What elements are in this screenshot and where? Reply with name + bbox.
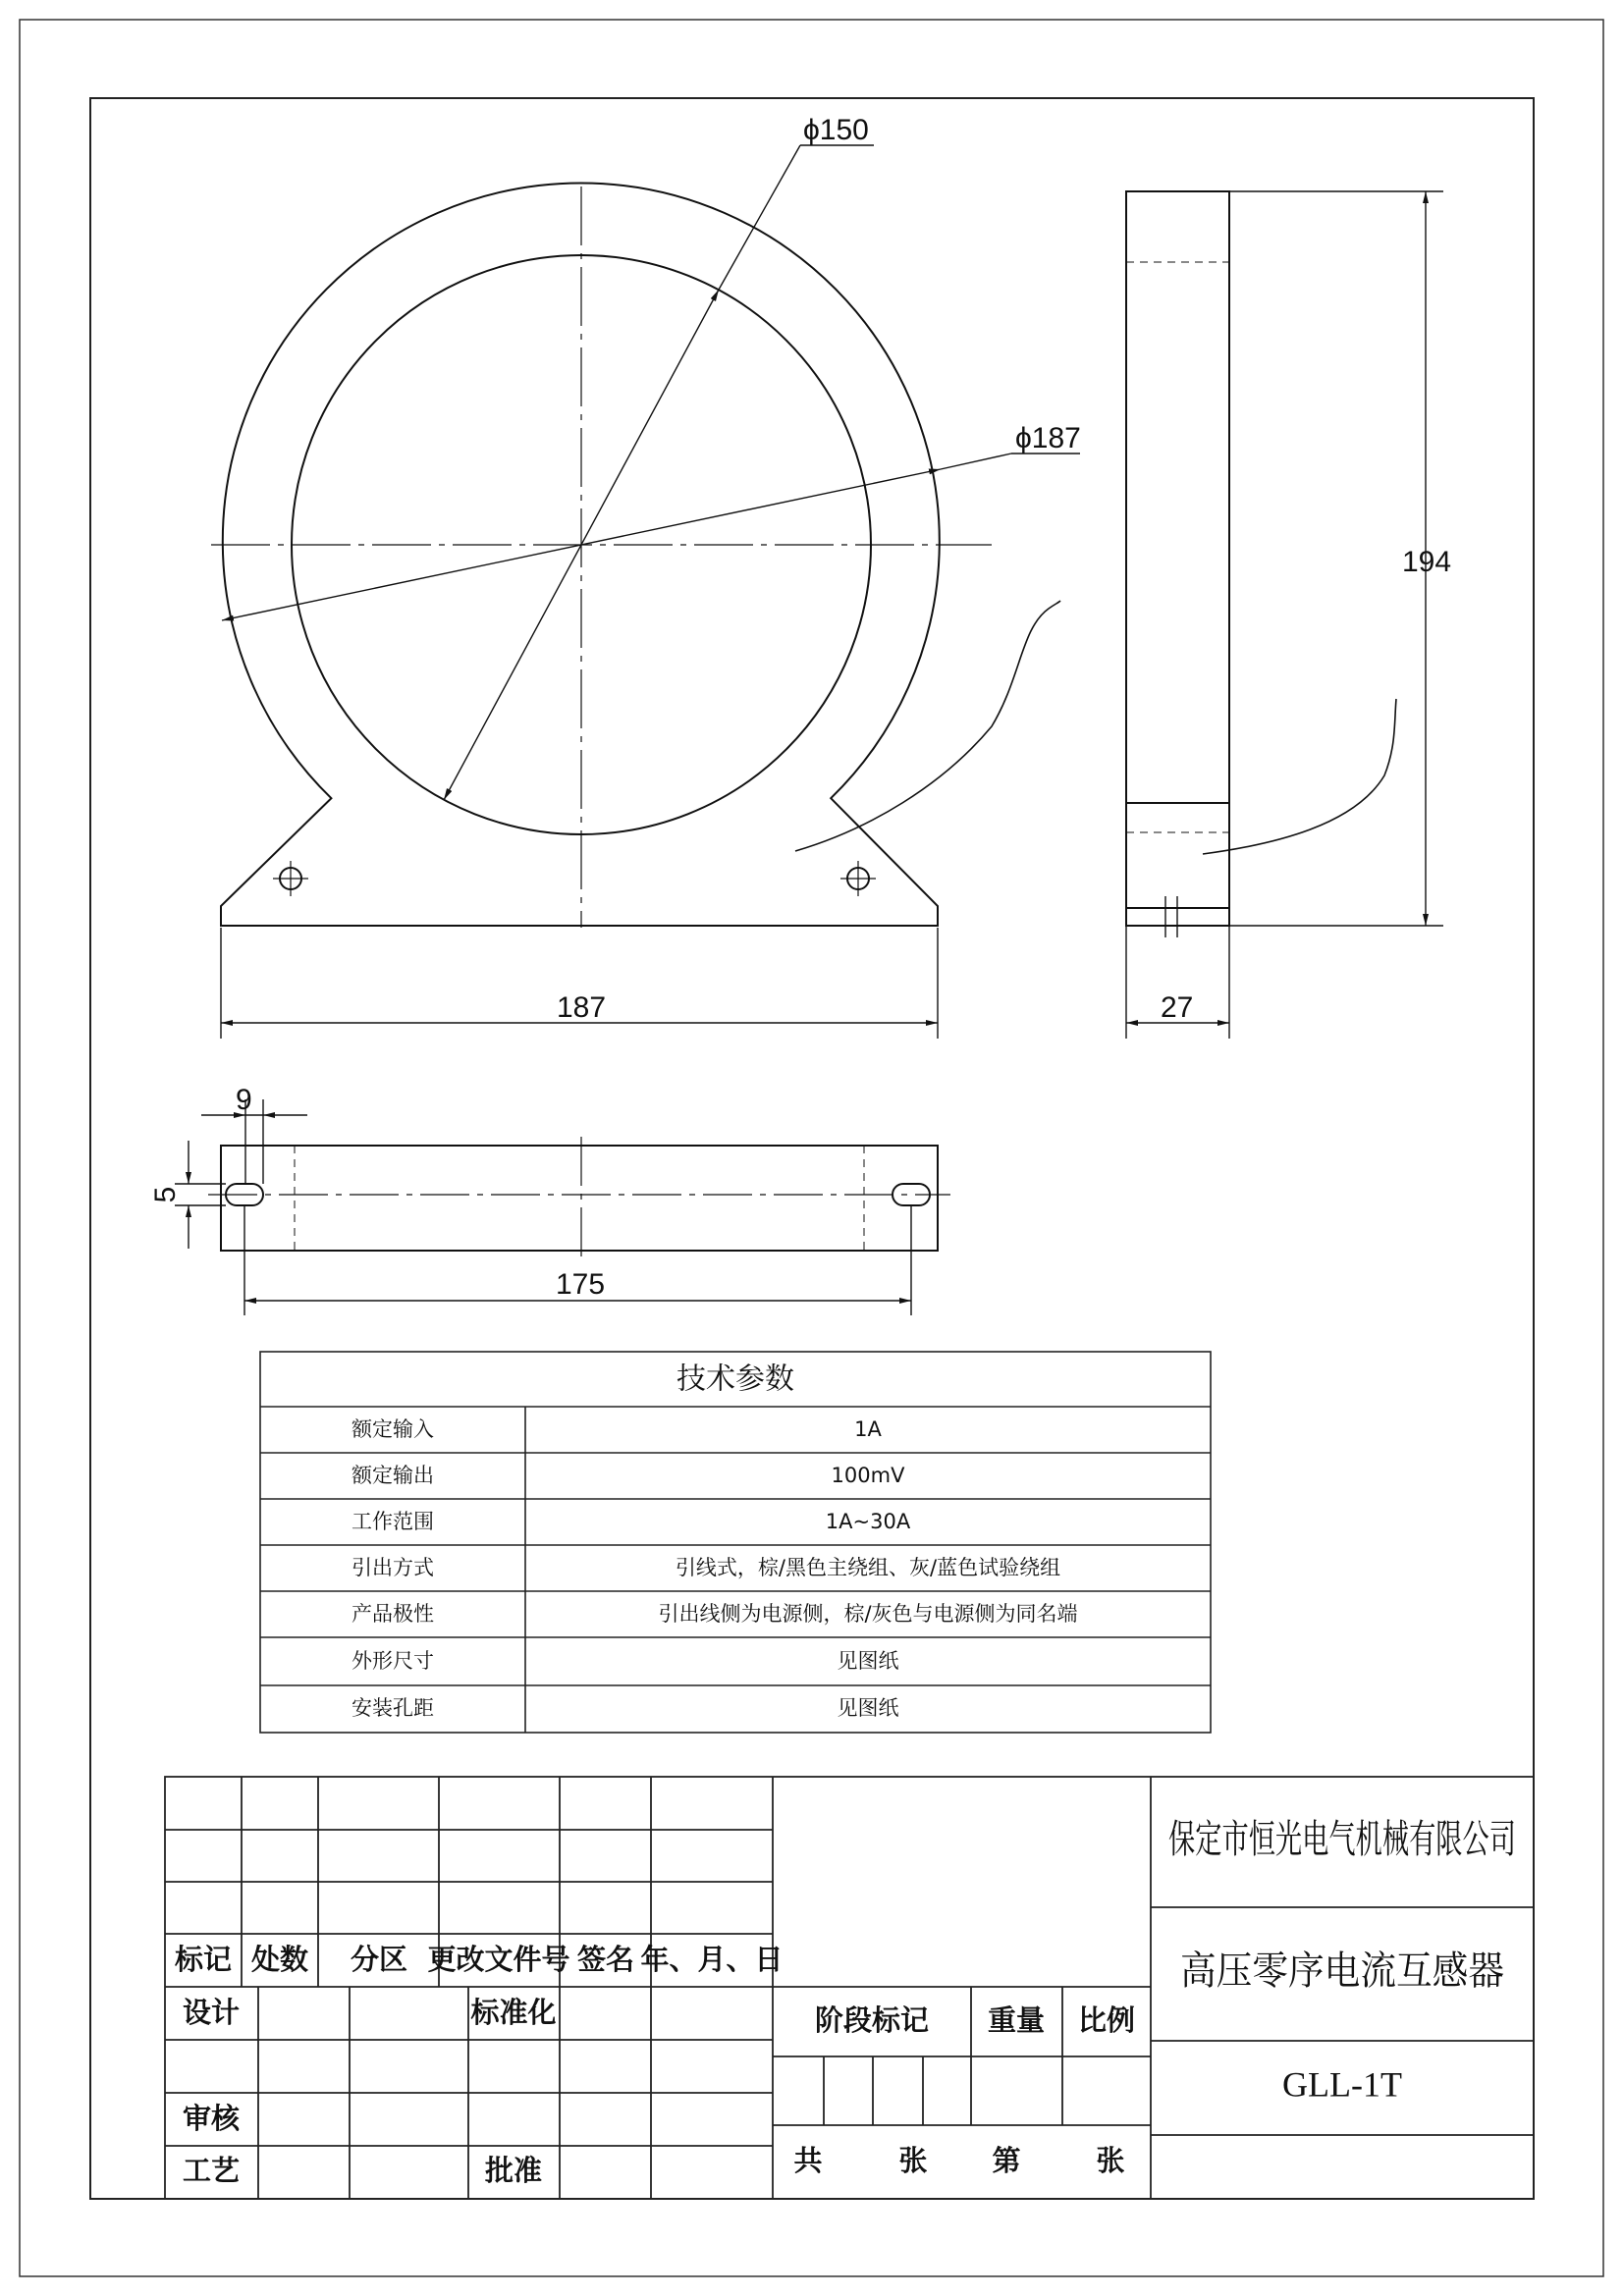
tb-header-count: 处数	[250, 1943, 309, 1976]
tb-standardization-label: 标准化	[470, 1996, 557, 2029]
tb-header-date: 年、月、日	[640, 1943, 784, 1976]
side-view	[1126, 191, 1396, 937]
spec-row-value: 见图纸	[837, 1649, 899, 1673]
spec-table-title: 技术参数	[676, 1362, 794, 1397]
company-name: 保定市恒光电气机械有限公司	[1168, 1817, 1516, 1862]
outer-diameter-label: ϕ187	[1015, 422, 1081, 454]
spec-row-label: 外形尺寸	[352, 1649, 434, 1673]
spec-row-label: 额定输出	[352, 1464, 434, 1487]
bottom-view	[221, 1146, 938, 1251]
tb-scale-label: 比例	[1077, 2003, 1136, 2037]
lead-wire	[795, 601, 1060, 851]
spec-row-value: 见图纸	[837, 1696, 899, 1720]
sheet-inner-border	[90, 98, 1534, 2199]
spec-row-label: 工作范围	[352, 1510, 434, 1533]
tb-sheet-no-label: 第	[992, 2144, 1021, 2177]
product-name: 高压零序电流互感器	[1180, 1949, 1504, 1994]
tb-weight-label: 重量	[987, 2003, 1046, 2037]
front-view-dimensions	[221, 145, 1080, 1039]
spec-table	[260, 1352, 1211, 1733]
spec-row-label: 安装孔距	[352, 1696, 434, 1720]
spec-row-label: 产品极性	[352, 1602, 434, 1626]
bottom-view-dimensions	[175, 1099, 911, 1315]
side-lead-wire	[1203, 699, 1396, 854]
slot-offset-label: 9	[236, 1084, 252, 1116]
inner-diameter-leader	[719, 145, 800, 290]
spec-row-value: 引线式，棕/黑色主绕组、灰/蓝色试验绕组	[675, 1556, 1061, 1579]
side-view-dimensions	[1126, 191, 1443, 1039]
outer-diameter-leader	[941, 454, 1011, 469]
tb-review-label: 审核	[182, 2102, 241, 2135]
tb-header-mark: 标记	[174, 1943, 233, 1976]
spec-table-rows	[352, 1417, 1078, 1720]
tb-sheet-unit-label: 张	[1096, 2144, 1125, 2177]
spec-row-label: 引出方式	[352, 1556, 434, 1579]
sheet-outer-border	[20, 20, 1603, 2276]
hole-spacing-label: 175	[556, 1268, 606, 1301]
side-thickness-label: 27	[1161, 991, 1194, 1024]
tb-process-label: 工艺	[182, 2154, 241, 2187]
tb-stage-mark-label: 阶段标记	[814, 2003, 930, 2037]
tb-sheets-label: 张	[898, 2144, 928, 2177]
tb-header-zone: 分区	[350, 1943, 408, 1976]
inner-diameter-label: ϕ150	[803, 114, 869, 146]
tb-total-label: 共	[793, 2144, 823, 2177]
front-view	[221, 183, 1060, 926]
tb-design-label: 设计	[182, 1996, 241, 2029]
front-view-centerlines	[211, 187, 992, 928]
spec-row-value: 1A~30A	[825, 1510, 911, 1533]
spec-row-value: 1A	[854, 1417, 882, 1441]
bottom-view-body	[221, 1146, 938, 1251]
slot-width-label: 5	[148, 1186, 182, 1203]
tb-header-change-doc: 更改文件号	[427, 1943, 570, 1976]
model-number: GLL-1T	[1282, 2064, 1402, 2105]
spec-row-label: 额定输入	[352, 1417, 434, 1441]
overall-width-label: 187	[557, 991, 607, 1024]
side-height-label: 194	[1402, 546, 1452, 578]
tb-approve-label: 批准	[484, 2154, 543, 2187]
side-view-body	[1126, 191, 1229, 926]
spec-row-value: 引出线侧为电源侧，棕/灰色与电源侧为同名端	[658, 1602, 1078, 1626]
tb-header-signature: 签名	[576, 1943, 635, 1976]
front-view-body-outline	[221, 183, 940, 926]
spec-row-value: 100mV	[831, 1464, 905, 1487]
